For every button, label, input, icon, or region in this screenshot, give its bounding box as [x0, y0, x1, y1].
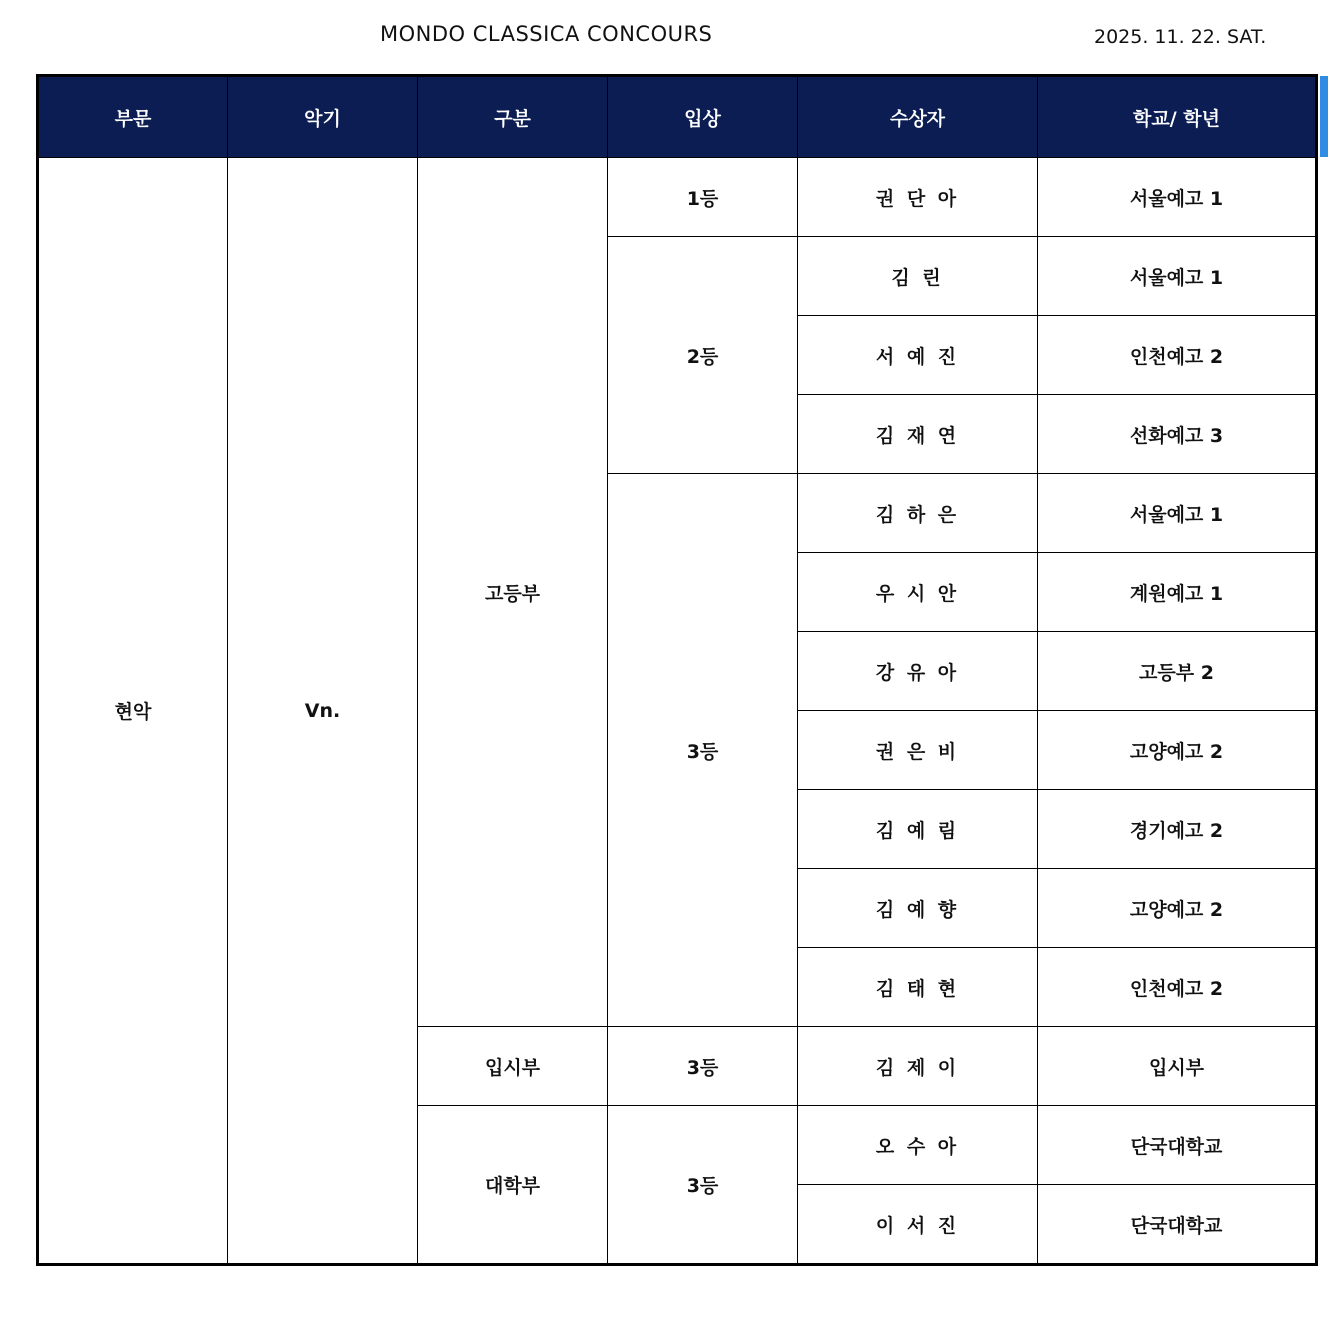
- column-header-instrument: 악기: [228, 76, 418, 158]
- winner-name-cell: 권 은 비: [798, 711, 1038, 790]
- school-cell: 서울예고 1: [1038, 237, 1317, 316]
- winner-name-cell: 김 태 현: [798, 948, 1038, 1027]
- results-table: [36, 74, 1318, 1266]
- winner-name-cell: 서 예 진: [798, 316, 1038, 395]
- column-header-winner: 수상자: [798, 76, 1038, 158]
- school-cell: 단국대학교: [1038, 1185, 1317, 1265]
- school-cell: 서울예고 1: [1038, 474, 1317, 553]
- school-cell: 선화예고 3: [1038, 395, 1317, 474]
- school-cell: 경기예고 2: [1038, 790, 1317, 869]
- award-cell: 3등: [608, 1027, 798, 1106]
- school-cell: 고등부 2: [1038, 632, 1317, 711]
- column-header-school: 학교/ 학년: [1038, 76, 1317, 158]
- event-date: 2025. 11. 22. SAT.: [1094, 26, 1267, 48]
- school-cell: 고양예고 2: [1038, 869, 1317, 948]
- division-cell: 고등부: [418, 158, 608, 1027]
- winner-name-cell: 이 서 진: [798, 1185, 1038, 1265]
- table-row: [38, 158, 1317, 237]
- division-cell: 입시부: [418, 1027, 608, 1106]
- column-header-division: 구분: [418, 76, 608, 158]
- winner-name-cell: 강 유 아: [798, 632, 1038, 711]
- school-cell: 인천예고 2: [1038, 948, 1317, 1027]
- section-cell: 현악: [38, 158, 228, 1265]
- school-cell: 고양예고 2: [1038, 711, 1317, 790]
- award-cell: 3등: [608, 1106, 798, 1265]
- table-header-row: [38, 76, 1317, 158]
- winner-name-cell: 김 제 이: [798, 1027, 1038, 1106]
- winner-name-cell: 김 예 림: [798, 790, 1038, 869]
- winner-name-cell: 오 수 아: [798, 1106, 1038, 1185]
- school-cell: 계원예고 1: [1038, 553, 1317, 632]
- award-cell: 3등: [608, 474, 798, 1027]
- winner-name-cell: 김 재 연: [798, 395, 1038, 474]
- page-title: MONDO CLASSICA CONCOURS: [380, 22, 713, 46]
- column-header-section: 부문: [38, 76, 228, 158]
- school-cell: 단국대학교: [1038, 1106, 1317, 1185]
- award-cell: 2등: [608, 237, 798, 474]
- column-header-award: 입상: [608, 76, 798, 158]
- school-cell: 서울예고 1: [1038, 158, 1317, 237]
- winner-name-cell: 김 예 향: [798, 869, 1038, 948]
- table-body: [38, 158, 1317, 1265]
- accent-bar: [1320, 76, 1328, 157]
- school-cell: 인천예고 2: [1038, 316, 1317, 395]
- winner-name-cell: 권 단 아: [798, 158, 1038, 237]
- instrument-cell: Vn.: [228, 158, 418, 1265]
- winner-name-cell: 김 린: [798, 237, 1038, 316]
- winner-name-cell: 우 시 안: [798, 553, 1038, 632]
- award-cell: 1등: [608, 158, 798, 237]
- division-cell: 대학부: [418, 1106, 608, 1265]
- winner-name-cell: 김 하 은: [798, 474, 1038, 553]
- school-cell: 입시부: [1038, 1027, 1317, 1106]
